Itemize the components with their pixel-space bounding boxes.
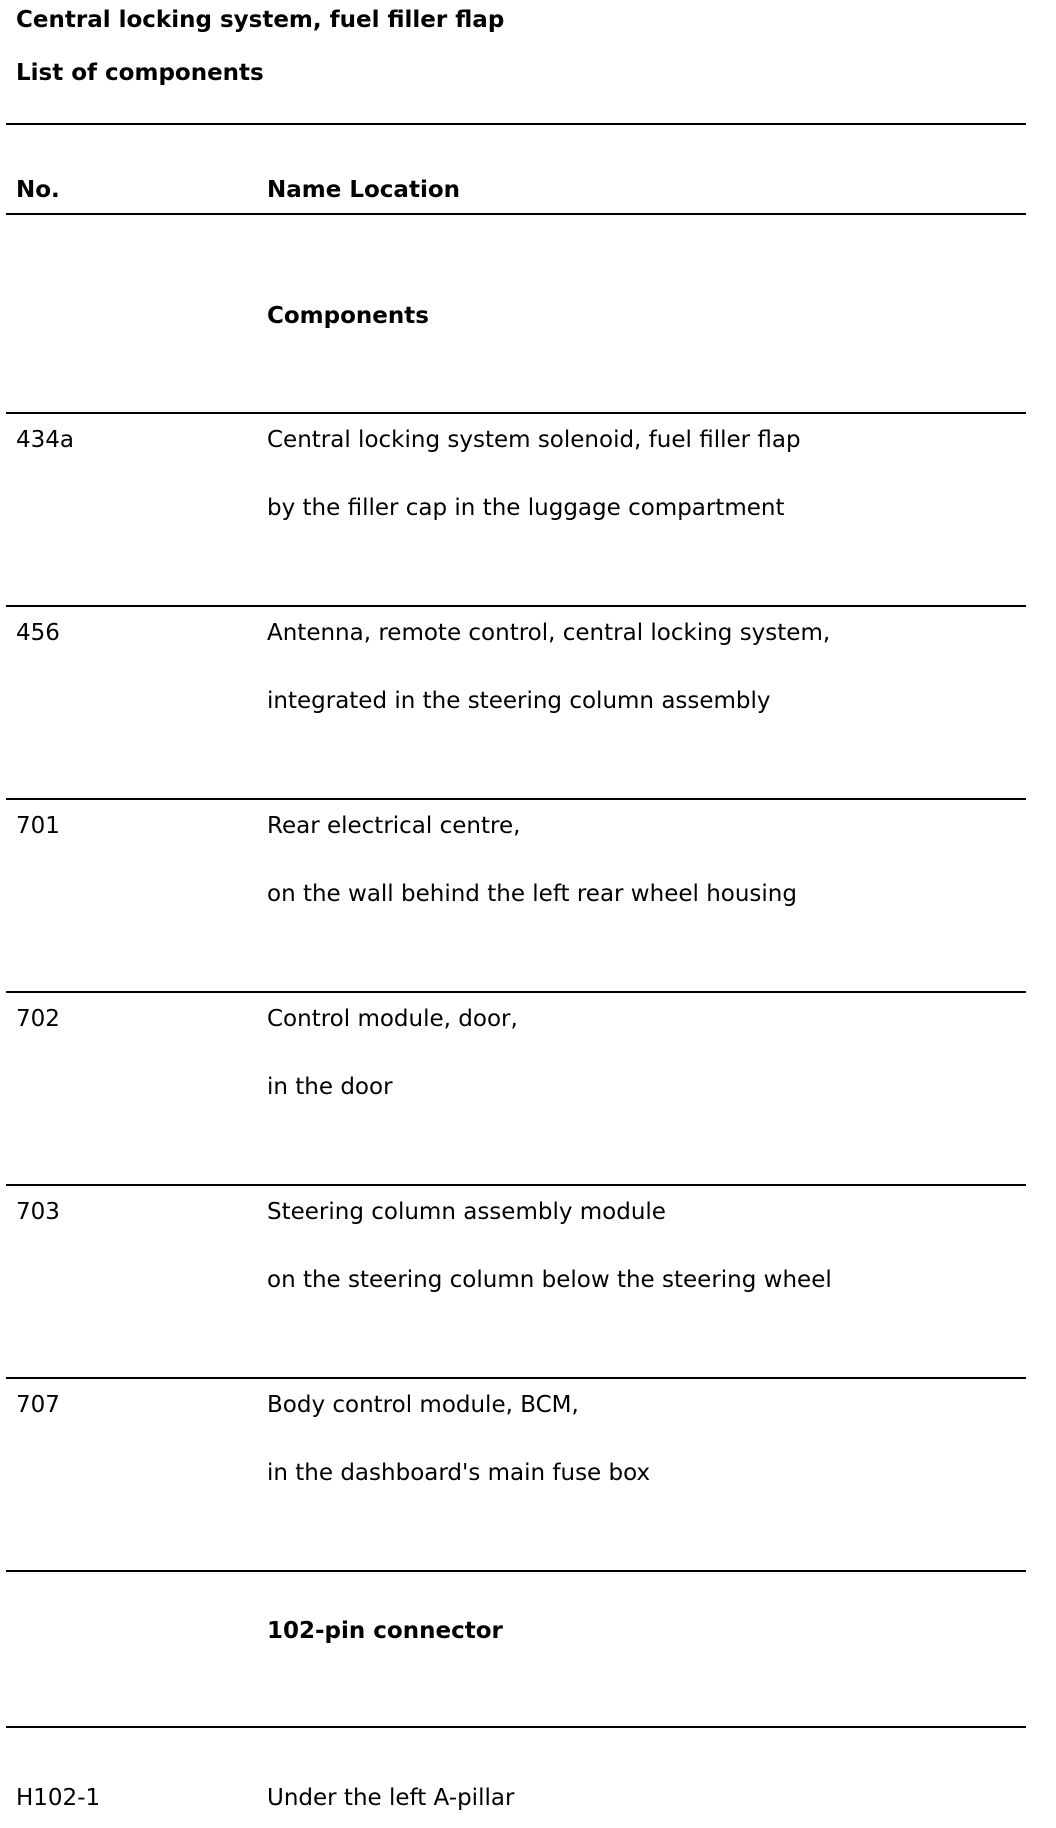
- component-name: Body control module, BCM,: [267, 1392, 579, 1418]
- divider: [6, 991, 1026, 993]
- component-location: in the door: [267, 1074, 393, 1100]
- divider: [6, 1570, 1026, 1572]
- component-number: 701: [16, 813, 60, 839]
- component-location: integrated in the steering column assembly: [267, 688, 771, 714]
- connector-location: Under the left A-pillar: [267, 1785, 515, 1811]
- component-location: on the steering column below the steering wheel: [267, 1267, 832, 1293]
- divider: [6, 605, 1026, 607]
- divider: [6, 1377, 1026, 1379]
- divider: [6, 412, 1026, 414]
- divider: [6, 1184, 1026, 1186]
- column-header-name-location: Name Location: [267, 177, 461, 203]
- divider: [6, 123, 1026, 125]
- component-name: Control module, door,: [267, 1006, 518, 1032]
- component-location: in the dashboard's main fuse box: [267, 1460, 651, 1486]
- component-name: Antenna, remote control, central locking system,: [267, 620, 831, 646]
- component-number: 702: [16, 1006, 60, 1032]
- document-subtitle: List of components: [16, 60, 264, 86]
- component-number: 456: [16, 620, 60, 646]
- divider: [6, 1726, 1026, 1728]
- divider: [6, 213, 1026, 215]
- section-heading-components: Components: [267, 303, 429, 329]
- connector-number: H102-1: [16, 1785, 101, 1811]
- component-location: on the wall behind the left rear wheel housing: [267, 881, 797, 907]
- component-number: 707: [16, 1392, 60, 1418]
- section-heading-connector: 102-pin connector: [267, 1618, 503, 1644]
- divider: [6, 798, 1026, 800]
- component-name: Steering column assembly module: [267, 1199, 666, 1225]
- column-header-no: No.: [16, 177, 60, 203]
- component-name: Rear electrical centre,: [267, 813, 521, 839]
- component-number: 703: [16, 1199, 60, 1225]
- component-name: Central locking system solenoid, fuel filler flap: [267, 427, 801, 453]
- component-number: 434a: [16, 427, 74, 453]
- component-location: by the filler cap in the luggage compartment: [267, 495, 785, 521]
- document-title: Central locking system, fuel filler flap: [16, 7, 505, 33]
